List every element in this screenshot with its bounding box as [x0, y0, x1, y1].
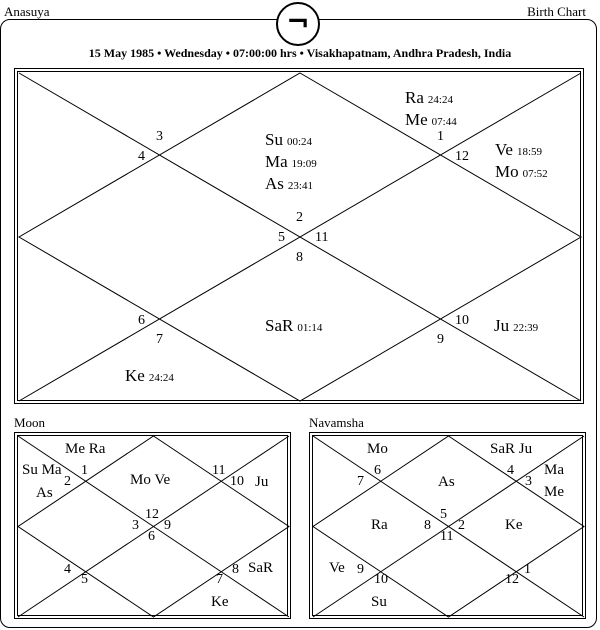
house-6: 6 [138, 313, 145, 328]
planet-ke: Ke 24:24 [125, 366, 174, 385]
navamsha-planet-ma: Ma [544, 462, 564, 478]
moon-chart [14, 432, 291, 619]
moon-house-10: 10 [230, 474, 244, 489]
moon-planet-mo-ve: Mo Ve [130, 472, 171, 488]
birth-chart [14, 68, 584, 404]
navamsha-planet-ve: Ve [329, 560, 345, 576]
logo [276, 2, 320, 46]
navamsha-house-3: 3 [525, 474, 532, 489]
navamsha-house-10: 10 [374, 572, 388, 587]
navamsha-chart-title: Navamsha [309, 415, 364, 430]
birth-info: 15 May 1985 • Wednesday • 07:00:00 hrs • Visakhapatnam, Andhra Pradesh, India [88, 46, 512, 60]
house-11: 11 [315, 230, 329, 245]
house-8: 8 [296, 250, 303, 265]
house-5: 5 [278, 230, 285, 245]
moon-house-7: 7 [216, 572, 223, 587]
planet-ra: Ra 24:24 [405, 88, 453, 107]
moon-house-2: 2 [64, 474, 71, 489]
header-title: Birth Chart [527, 4, 586, 19]
moon-planet-me-ra: Me Ra [65, 441, 106, 457]
navamsha-planet-mo: Mo [367, 441, 388, 457]
navamsha-house-12: 12 [505, 572, 519, 587]
moon-planet-ju: Ju [255, 474, 269, 490]
moon-house-12: 12 [145, 507, 159, 522]
house-3: 3 [156, 129, 163, 144]
navamsha-house-7: 7 [357, 474, 364, 489]
moon-house-9: 9 [164, 518, 171, 533]
house-2: 2 [296, 210, 303, 225]
moon-planet-su-ma: Su Ma [22, 462, 62, 478]
navamsha-planet-sar-ju: SaR Ju [490, 441, 533, 457]
navamsha-planet-me: Me [544, 484, 564, 500]
header-name: Anasuya [4, 4, 50, 19]
navamsha-house-4: 4 [507, 463, 514, 478]
planet-su: Su 00:24 [265, 130, 313, 149]
house-7: 7 [156, 332, 163, 347]
house-9: 9 [437, 332, 444, 347]
navamsha-house-5: 5 [440, 507, 447, 522]
navamsha-house-11: 11 [440, 529, 454, 544]
moon-chart-title: Moon [14, 415, 46, 430]
planet-ve: Ve 18:59 [495, 140, 543, 159]
moon-planet-sar: SaR [248, 560, 274, 576]
navamsha-house-8: 8 [424, 518, 431, 533]
moon-house-1: 1 [81, 463, 88, 478]
house-1: 1 [437, 129, 444, 144]
chart-lines [15, 69, 584, 404]
moon-house-8: 8 [232, 562, 239, 577]
navamsha-planet-as: As [438, 474, 455, 490]
moon-house-6: 6 [148, 529, 155, 544]
moon-chart-lines [15, 433, 291, 619]
planet-sar: SaR 01:14 [265, 316, 323, 335]
navamsha-planet-su: Su [371, 594, 387, 610]
house-4: 4 [138, 149, 145, 164]
navamsha-house-9: 9 [357, 562, 364, 577]
planet-as: As 23:41 [265, 174, 313, 193]
moon-house-5: 5 [81, 572, 88, 587]
moon-house-3: 3 [132, 518, 139, 533]
planet-ma: Ma 19:09 [265, 152, 317, 171]
navamsha-chart-lines [310, 433, 586, 619]
navamsha-chart [309, 432, 586, 619]
house-12: 12 [455, 149, 469, 164]
moon-house-4: 4 [64, 562, 71, 577]
planet-mo: Mo 07:52 [495, 162, 548, 181]
moon-planet-ke: Ke [211, 594, 229, 610]
house-10: 10 [455, 313, 469, 328]
planet-ju: Ju 22:39 [494, 316, 539, 335]
navamsha-planet-ra: Ra [371, 517, 388, 533]
planet-me: Me 07:44 [405, 110, 457, 129]
navamsha-planet-ke: Ke [505, 517, 523, 533]
moon-planet-as: As [36, 485, 53, 501]
navamsha-house-1: 1 [524, 562, 531, 577]
navamsha-house-6: 6 [374, 463, 381, 478]
logo-icon: ¬ [286, 5, 310, 38]
moon-house-11: 11 [212, 463, 226, 478]
navamsha-house-2: 2 [458, 518, 465, 533]
